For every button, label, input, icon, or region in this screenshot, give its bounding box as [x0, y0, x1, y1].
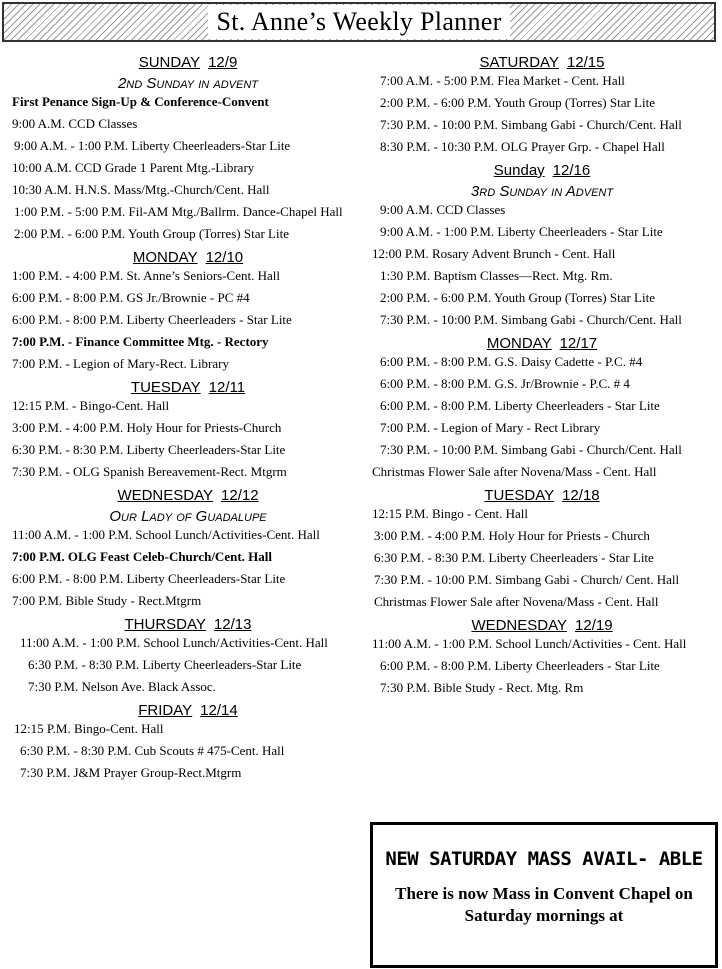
event-item: 6:00 P.M. - 8:00 P.M. GS Jr./Brownie - PC #4 — [12, 290, 250, 305]
day-section — [12, 616, 364, 694]
event-item: Christmas Flower Sale after Novena/Mass - Cent. Hall — [372, 464, 657, 479]
event-item: 12:15 P.M. - Bingo-Cent. Hall — [12, 398, 170, 413]
day-name: TUESDAY — [484, 487, 555, 504]
day-section — [372, 54, 712, 154]
event-item: 2:00 P.M. - 6:00 P.M. Youth Group (Torres) Star Lite — [380, 290, 655, 305]
event-item: 3:00 P.M. - 4:00 P.M. Holy Hour for Priests - Church — [374, 528, 650, 543]
event-item: 12:15 P.M. Bingo-Cent. Hall — [14, 721, 164, 736]
event-item: 7:00 P.M. - Legion of Mary - Rect Library — [380, 420, 601, 435]
event-item: 9:00 A.M. CCD Classes — [380, 202, 506, 217]
day-name: MONDAY — [132, 249, 198, 266]
day-heading — [372, 335, 712, 353]
event-item: 12:00 P.M. Rosary Advent Brunch - Cent. Hall — [372, 246, 616, 261]
day-date: 12/11 — [208, 379, 246, 396]
day-section — [12, 249, 364, 371]
day-heading — [12, 54, 364, 72]
day-subtitle: 3rd Sunday in Advent — [470, 183, 614, 200]
day-date: 12/15 — [566, 54, 605, 71]
event-item: 7:00 P.M. - Finance Committee Mtg. - Rectory — [12, 334, 269, 349]
event-item: 2:00 P.M. - 6:00 P.M. Youth Group (Torres) Star Lite — [14, 226, 289, 241]
day-heading — [372, 54, 712, 72]
event-item: 7:00 P.M. - Legion of Mary-Rect. Library — [12, 356, 229, 371]
day-section — [372, 487, 712, 609]
event-item: 7:30 P.M. - 10:00 P.M. Simbang Gabi - Church/Cent. Hall — [380, 312, 682, 327]
day-name: MONDAY — [486, 335, 552, 352]
day-name: THURSDAY — [124, 616, 206, 633]
day-heading — [372, 617, 712, 635]
event-item: 7:30 P.M. Nelson Ave. Black Assoc. — [28, 679, 216, 694]
day-name: WEDNESDAY — [471, 617, 568, 634]
day-date: 12/13 — [213, 616, 252, 633]
day-heading — [12, 249, 364, 267]
event-item: 11:00 A.M. - 1:00 P.M. School Lunch/Activities - Cent. Hall — [372, 636, 687, 651]
event-item: 9:00 A.M. CCD Classes — [12, 116, 138, 131]
event-item: 3:00 P.M. - 4:00 P.M. Holy Hour for Priests-Church — [12, 420, 282, 435]
day-date: 12/9 — [208, 54, 238, 71]
event-item: 7:30 P.M. - 10:00 P.M. Simbang Gabi - Church/Cent. Hall — [380, 442, 682, 457]
day-name: TUESDAY — [130, 379, 201, 396]
day-date: 12/17 — [559, 335, 598, 352]
day-section — [372, 162, 712, 327]
event-item: 6:30 P.M. - 8:30 P.M. Cub Scouts # 475-Cent. Hall — [20, 743, 285, 758]
right-column — [372, 52, 712, 703]
event-item: First Penance Sign-Up & Conference-Convent — [12, 94, 269, 109]
left-column — [12, 52, 364, 788]
day-date: 12/12 — [221, 487, 259, 504]
event-item: 6:30 P.M. - 8:30 P.M. Liberty Cheerleaders-Star Lite — [12, 442, 286, 457]
event-item: 11:00 A.M. - 1:00 P.M. School Lunch/Activities-Cent. Hall — [20, 635, 328, 650]
saturday-mass-callout — [370, 822, 718, 968]
event-item: 6:00 P.M. - 8:00 P.M. Liberty Cheerleaders-Star Lite — [12, 571, 286, 586]
page-title: St. Anne’s Weekly Planner — [208, 5, 509, 39]
day-name: WEDNESDAY — [117, 487, 214, 504]
event-item: 1:00 P.M. - 5:00 P.M. Fil-AM Mtg./Ballrm. Dance-Chapel Hall — [14, 204, 343, 219]
event-item: 8:30 P.M. - 10:30 P.M. OLG Prayer Grp. - Chapel Hall — [380, 139, 665, 154]
event-item: 9:00 A.M. - 1:00 P.M. Liberty Cheerleaders-Star Lite — [14, 138, 291, 153]
event-item: 7:00 P.M. Bible Study - Rect.Mtgrm — [12, 593, 202, 608]
title-banner — [2, 2, 716, 42]
event-item: 6:00 P.M. - 8:00 P.M. Liberty Cheerleaders - Star Lite — [380, 658, 660, 673]
event-item: 6:30 P.M. - 8:30 P.M. Liberty Cheerleaders - Star Lite — [374, 550, 654, 565]
event-item: 2:00 P.M. - 6:00 P.M. Youth Group (Torres) Star Lite — [380, 95, 655, 110]
day-section — [12, 379, 364, 479]
day-section — [12, 702, 364, 780]
event-item: 7:00 P.M. OLG Feast Celeb-Church/Cent. Hall — [12, 549, 272, 564]
day-name: Sunday — [493, 162, 545, 179]
day-heading — [372, 162, 712, 180]
day-section — [372, 335, 712, 479]
event-item: 7:30 P.M. - 10:00 P.M. Simbang Gabi - Church/ Cent. Hall — [374, 572, 680, 587]
callout-body: There is now Mass in Convent Chapel on Saturday mornings at — [395, 884, 693, 925]
day-name: SUNDAY — [138, 54, 201, 71]
day-date: 12/18 — [562, 487, 600, 504]
event-item: 7:30 P.M. - OLG Spanish Bereavement-Rect. Mtgrm — [12, 464, 287, 479]
day-section — [12, 54, 364, 241]
event-item: 12:15 P.M. Bingo - Cent. Hall — [372, 506, 529, 521]
day-heading — [12, 379, 364, 397]
day-subtitle: 2nd Sunday in advent — [117, 75, 259, 92]
event-item: 6:00 P.M. - 8:00 P.M. Liberty Cheerleaders - Star Lite — [12, 312, 292, 327]
day-subtitle: Our Lady of Guadalupe — [109, 508, 267, 525]
day-heading — [372, 487, 712, 505]
event-item: 1:00 P.M. - 4:00 P.M. St. Anne’s Seniors-Cent. Hall — [12, 268, 280, 283]
day-name: SATURDAY — [479, 54, 559, 71]
day-name: FRIDAY — [138, 702, 193, 719]
event-item: 10:00 A.M. CCD Grade 1 Parent Mtg.-Library — [12, 160, 255, 175]
day-date: 12/10 — [205, 249, 244, 266]
event-item: 10:30 A.M. H.N.S. Mass/Mtg.-Church/Cent. Hall — [12, 182, 270, 197]
day-heading — [12, 487, 364, 505]
event-item: 6:30 P.M. - 8:30 P.M. Liberty Cheerleaders-Star Lite — [28, 657, 302, 672]
day-heading — [12, 702, 364, 720]
event-item: 7:30 P.M. - 10:00 P.M. Simbang Gabi - Church/Cent. Hall — [380, 117, 682, 132]
event-item: 6:00 P.M. - 8:00 P.M. G.S. Daisy Cadette - P.C. #4 — [380, 354, 643, 369]
day-heading — [12, 616, 364, 634]
event-item: 6:00 P.M. - 8:00 P.M. Liberty Cheerleaders - Star Lite — [380, 398, 660, 413]
event-item: 7:30 P.M. Bible Study - Rect. Mtg. Rm — [380, 680, 584, 695]
callout-heading: NEW SATURDAY MASS AVAIL- ABLE — [385, 848, 703, 870]
event-item: 7:30 P.M. J&M Prayer Group-Rect.Mtgrm — [20, 765, 242, 780]
day-date: 12/14 — [200, 702, 238, 719]
event-item: Christmas Flower Sale after Novena/Mass - Cent. Hall — [374, 594, 659, 609]
day-date: 12/19 — [575, 617, 613, 634]
event-item: 11:00 A.M. - 1:00 P.M. School Lunch/Activities-Cent. Hall — [12, 527, 320, 542]
event-item: 1:30 P.M. Baptism Classes—Rect. Mtg. Rm. — [380, 268, 613, 283]
event-item: 7:00 A.M. - 5:00 P.M. Flea Market - Cent. Hall — [380, 73, 625, 88]
event-item: 6:00 P.M. - 8:00 P.M. G.S. Jr/Brownie - P.C. # 4 — [380, 376, 630, 391]
event-item: 9:00 A.M. - 1:00 P.M. Liberty Cheerleaders - Star Lite — [380, 224, 663, 239]
day-section — [12, 487, 364, 608]
day-section — [372, 617, 712, 695]
day-date: 12/16 — [552, 162, 591, 179]
